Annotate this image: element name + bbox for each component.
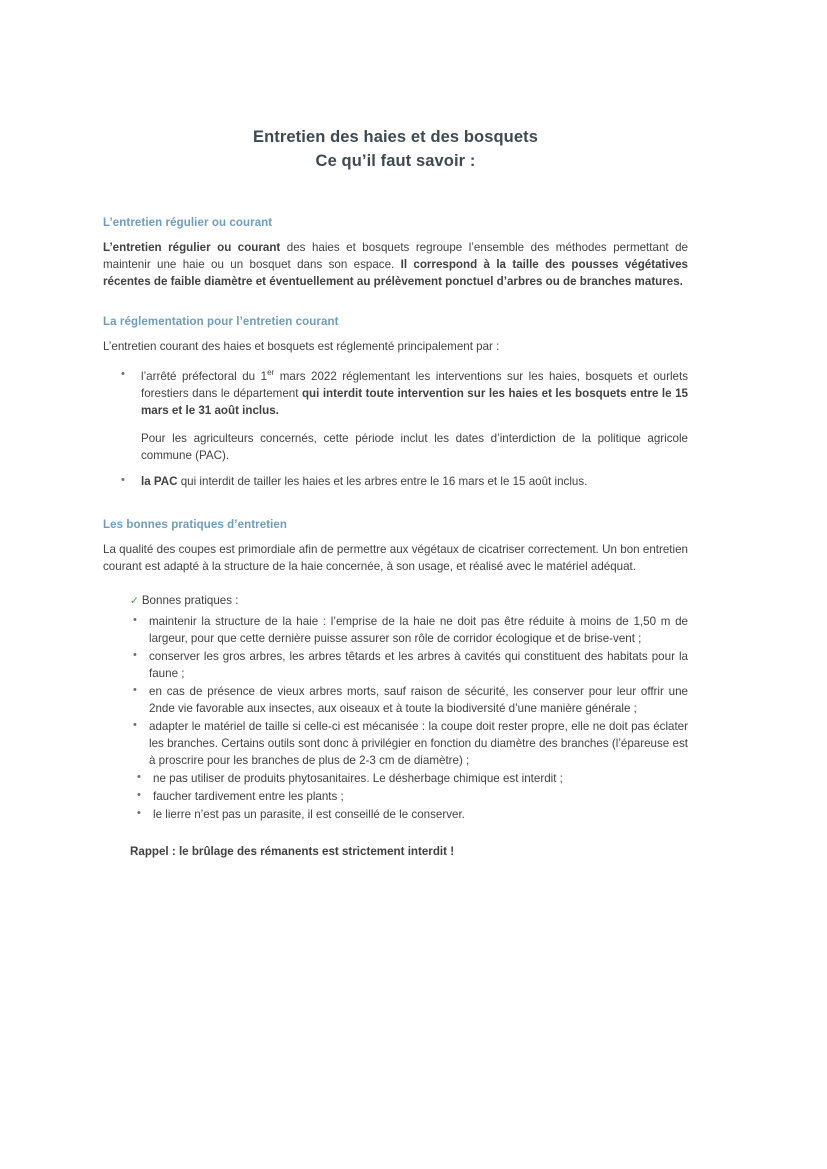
check-icon: ✓ [130,595,139,608]
spacer [103,355,688,367]
bullet-1-sub-paragraph: Pour les agriculteurs concernés, cette période inclut les dates d’interdiction de la politique agricole commune (PAC). [141,431,688,462]
spacer [103,492,688,519]
section-1-paragraph-bold-tail: Il correspond à la taille des pousses végétatives récentes de faible diamètre et éventuellement au prélèvement ponctuel d’arbres ou de branches matures. [103,257,688,288]
bullet-1-text-lead: l’arrêté préfectoral du 1 [141,369,268,383]
list-item [103,367,688,419]
bullet-1-text-bold: qui interdit toute intervention sur les haies et les bosquets entre le 15 mars et le 31 août inclus. [141,386,689,417]
section-2-intro: L’entretien courant des haies et bosquets est réglementé principalement par : [103,339,500,353]
bullet-2-text: qui interdit de tailler les haies et les arbres entre le 16 mars et le 15 août inclus. [177,474,588,488]
list-item: • faucher tardivement entre les plants ; [103,788,688,805]
spacer [103,174,688,217]
good-practices-label [103,593,688,610]
section-3-paragraph: La qualité des coupes est primordiale afin de permettre aux végétaux de cicatriser correctement. Un bon entretien courant est adapté à la structure de la haie concernée, à son usage, et réalisé avec le matériel adéquat. [103,543,688,574]
list-item: • en cas de présence de vieux arbres morts, sauf raison de sécurité, les conserver pour leur offrir une 2nde vie favorable aux insectes, aux oiseaux et à toute la biodiversité d’une manière générale ; [103,683,688,717]
section-1-paragraph-plain: des haies et bosquets regroupe l’ensemble des méthodes permettant de maintenir une haie ou un bosquet dans son espace. [103,240,688,271]
spacer [103,229,688,239]
list-item: • conserver les gros arbres, les arbres têtards et les arbres à cavités qui constituent des habitats pour la faune ; [103,648,688,682]
reglementation-list [103,367,688,419]
bullet-1-ordinal-sup: er [267,367,275,377]
document-content [103,126,688,858]
section-heading-reglementation: La réglementation pour l’entretien courant [103,315,339,328]
list-item: • ne pas utiliser de produits phytosanitaires. Le désherbage chimique est interdit ; [103,770,688,787]
spacer [103,328,688,338]
page-title-line-2: Ce qu’il faut savoir : [315,151,476,170]
bullet-1-text-mid: mars 2022 réglementant les interventions sur les haies, bosquets et ourlets forestiers dans le département [141,369,688,400]
spacer [103,290,688,316]
list-item [103,473,688,490]
section-1-paragraph-bold-lead: L’entretien régulier ou courant [103,240,281,254]
spacer [103,531,688,541]
section-heading-bonnes-pratiques: Les bonnes pratiques d’entretien [103,519,288,532]
page-title-line-1: Entretien des haies et des bosquets [253,128,538,146]
reglementation-list-2 [103,473,688,490]
spacer [103,575,688,593]
good-practices-label-text: Bonnes pratiques : [141,594,239,608]
reminder-text: Rappel : le brûlage des rémanents est strictement interdit ! [130,845,455,859]
list-item: • maintenir la structure de la haie : l’emprise de la haie ne doit pas être réduite à moins de 1,50 m de largeur, pour que cette dernière puisse assurer son rôle de corridor écologique et de brise-vent ; [103,613,688,647]
good-practices-list [103,613,688,823]
list-item: • adapter le matériel de taille si celle-ci est mécanisée : la coupe doit rester propre, elle ne doit pas éclater les branches. Certains outils sont donc à privilégier en fonction du diamètre des branches (l’épareuse est à proscrire pour les branches de plus de 2-3 cm de diamètre) ; [103,718,688,769]
section-1-paragraph [103,239,688,290]
section-heading-entretien-regulier: L’entretien régulier ou courant [103,216,273,229]
bullet-2-bold-lead: la PAC [141,474,178,488]
page-title [103,126,688,174]
list-item: • le lierre n’est pas un parasite, il est conseillé de le conserver. [103,806,688,823]
